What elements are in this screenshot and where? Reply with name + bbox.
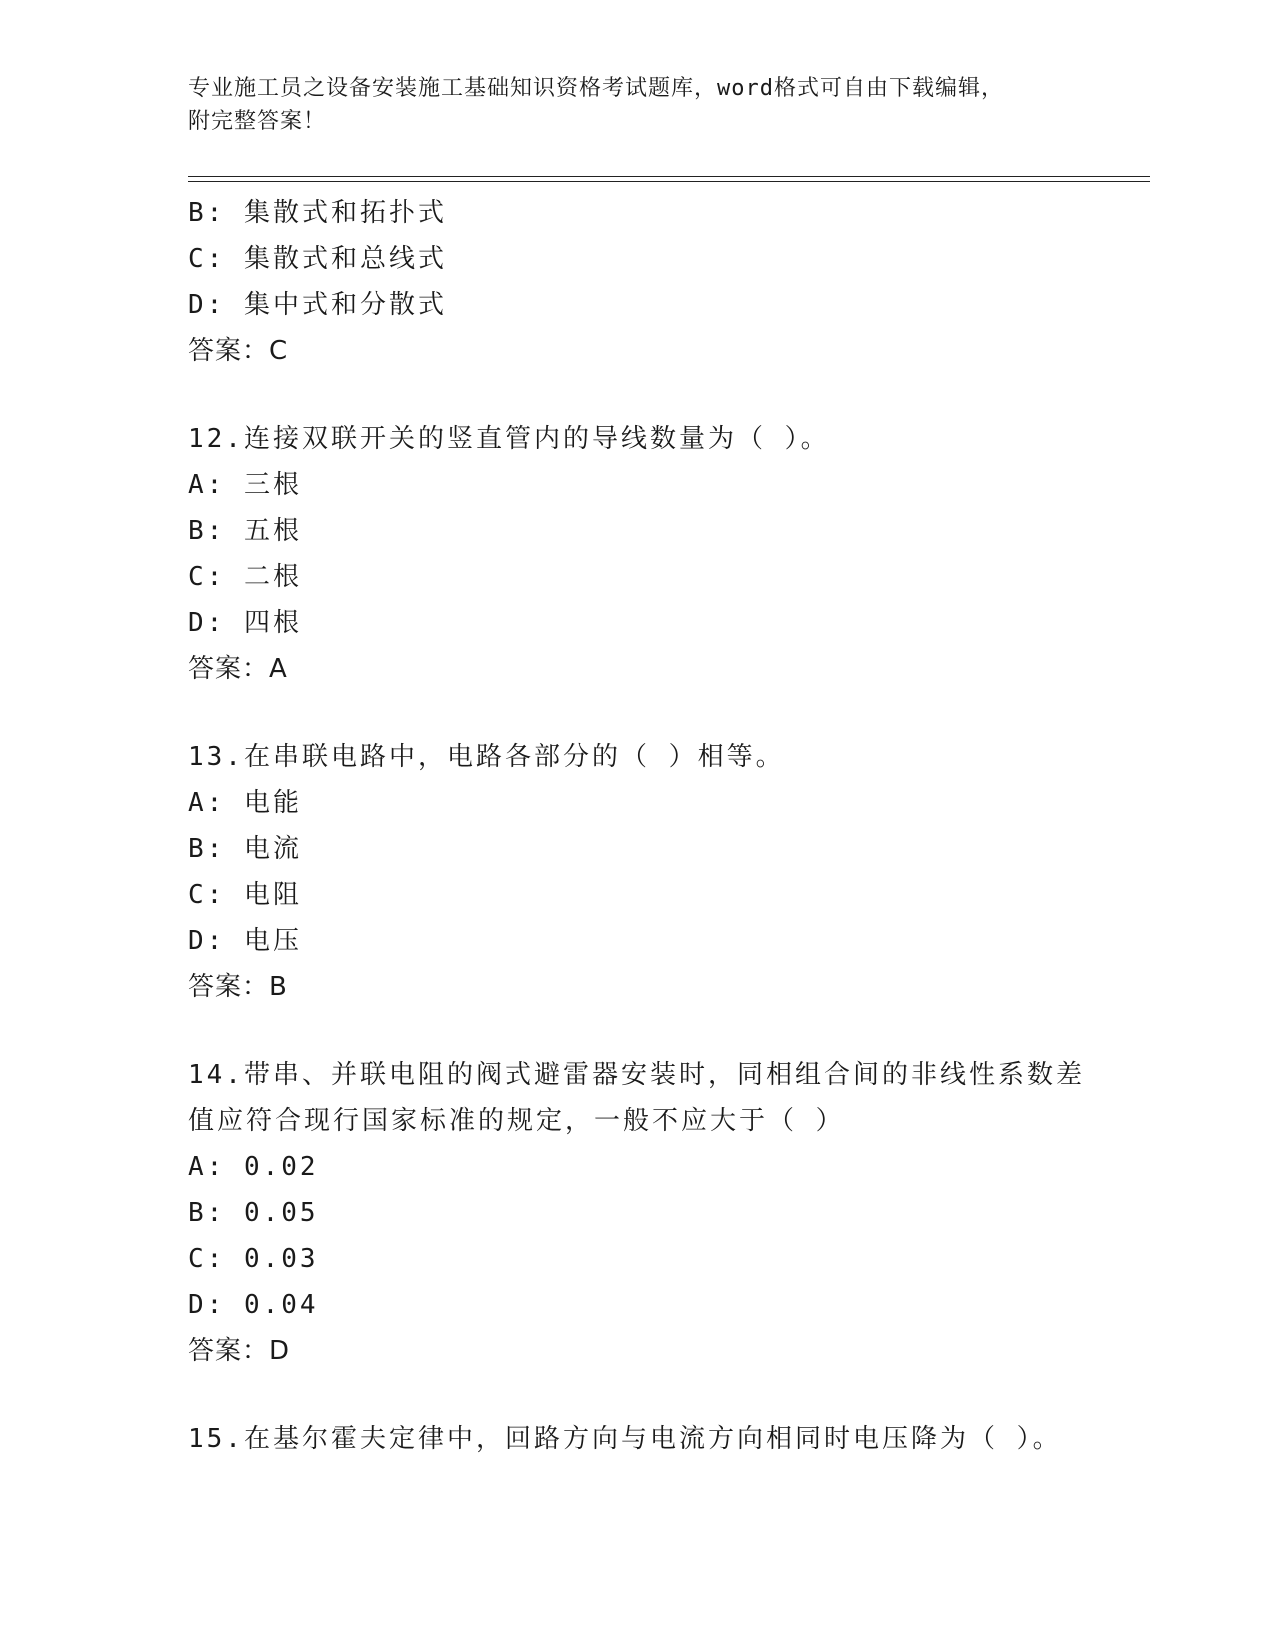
option-b: B: 电流 (188, 834, 302, 864)
option-b: B: 五根 (188, 516, 302, 546)
answer: 答案：C (188, 336, 289, 366)
question-11-continued (188, 190, 1088, 374)
question-13 (188, 734, 1088, 1010)
option-d: D: 电压 (188, 926, 302, 956)
header-divider-top (188, 176, 1150, 177)
question-14 (188, 1052, 1088, 1374)
header-line-1: 专业施工员之设备安装施工基础知识资格考试题库，word格式可自由下载编辑， (188, 76, 1004, 101)
question-stem: 15.在基尔霍夫定律中，回路方向与电流方向相同时电压降为（ ）。 (188, 1424, 1062, 1454)
option-a: A: 三根 (188, 470, 302, 500)
question-15 (188, 1416, 1088, 1462)
option-d: D: 四根 (188, 608, 302, 638)
option-c: C: 电阻 (188, 880, 302, 910)
option-c: C: 0.03 (188, 1244, 319, 1274)
option-a: A: 0.02 (188, 1152, 319, 1182)
option-a: A: 电能 (188, 788, 302, 818)
option-c: C: 二根 (188, 562, 302, 592)
question-list (188, 190, 1088, 1462)
answer: 答案：D (188, 1336, 291, 1366)
question-stem-line-1: 14.带串、并联电阻的阀式避雷器安装时，同相组合间的非线性系数差 (188, 1060, 1085, 1090)
answer: 答案：B (188, 972, 288, 1002)
option-c: C: 集散式和总线式 (188, 244, 447, 274)
document-header (188, 72, 1088, 138)
header-divider-bottom (188, 181, 1150, 182)
option-d: D: 集中式和分散式 (188, 290, 447, 320)
header-line-2: 附完整答案！ (188, 109, 327, 134)
option-b: B: 0.05 (188, 1198, 319, 1228)
option-b: B: 集散式和拓扑式 (188, 198, 447, 228)
question-stem: 13.在串联电路中，电路各部分的（ ）相等。 (188, 742, 785, 772)
question-stem: 12.连接双联开关的竖直管内的导线数量为（ ）。 (188, 424, 830, 454)
question-stem-line-2: 值应符合现行国家标准的规定，一般不应大于（ ） (188, 1106, 845, 1136)
question-12 (188, 416, 1088, 692)
option-d: D: 0.04 (188, 1290, 319, 1320)
answer: 答案：A (188, 654, 288, 684)
